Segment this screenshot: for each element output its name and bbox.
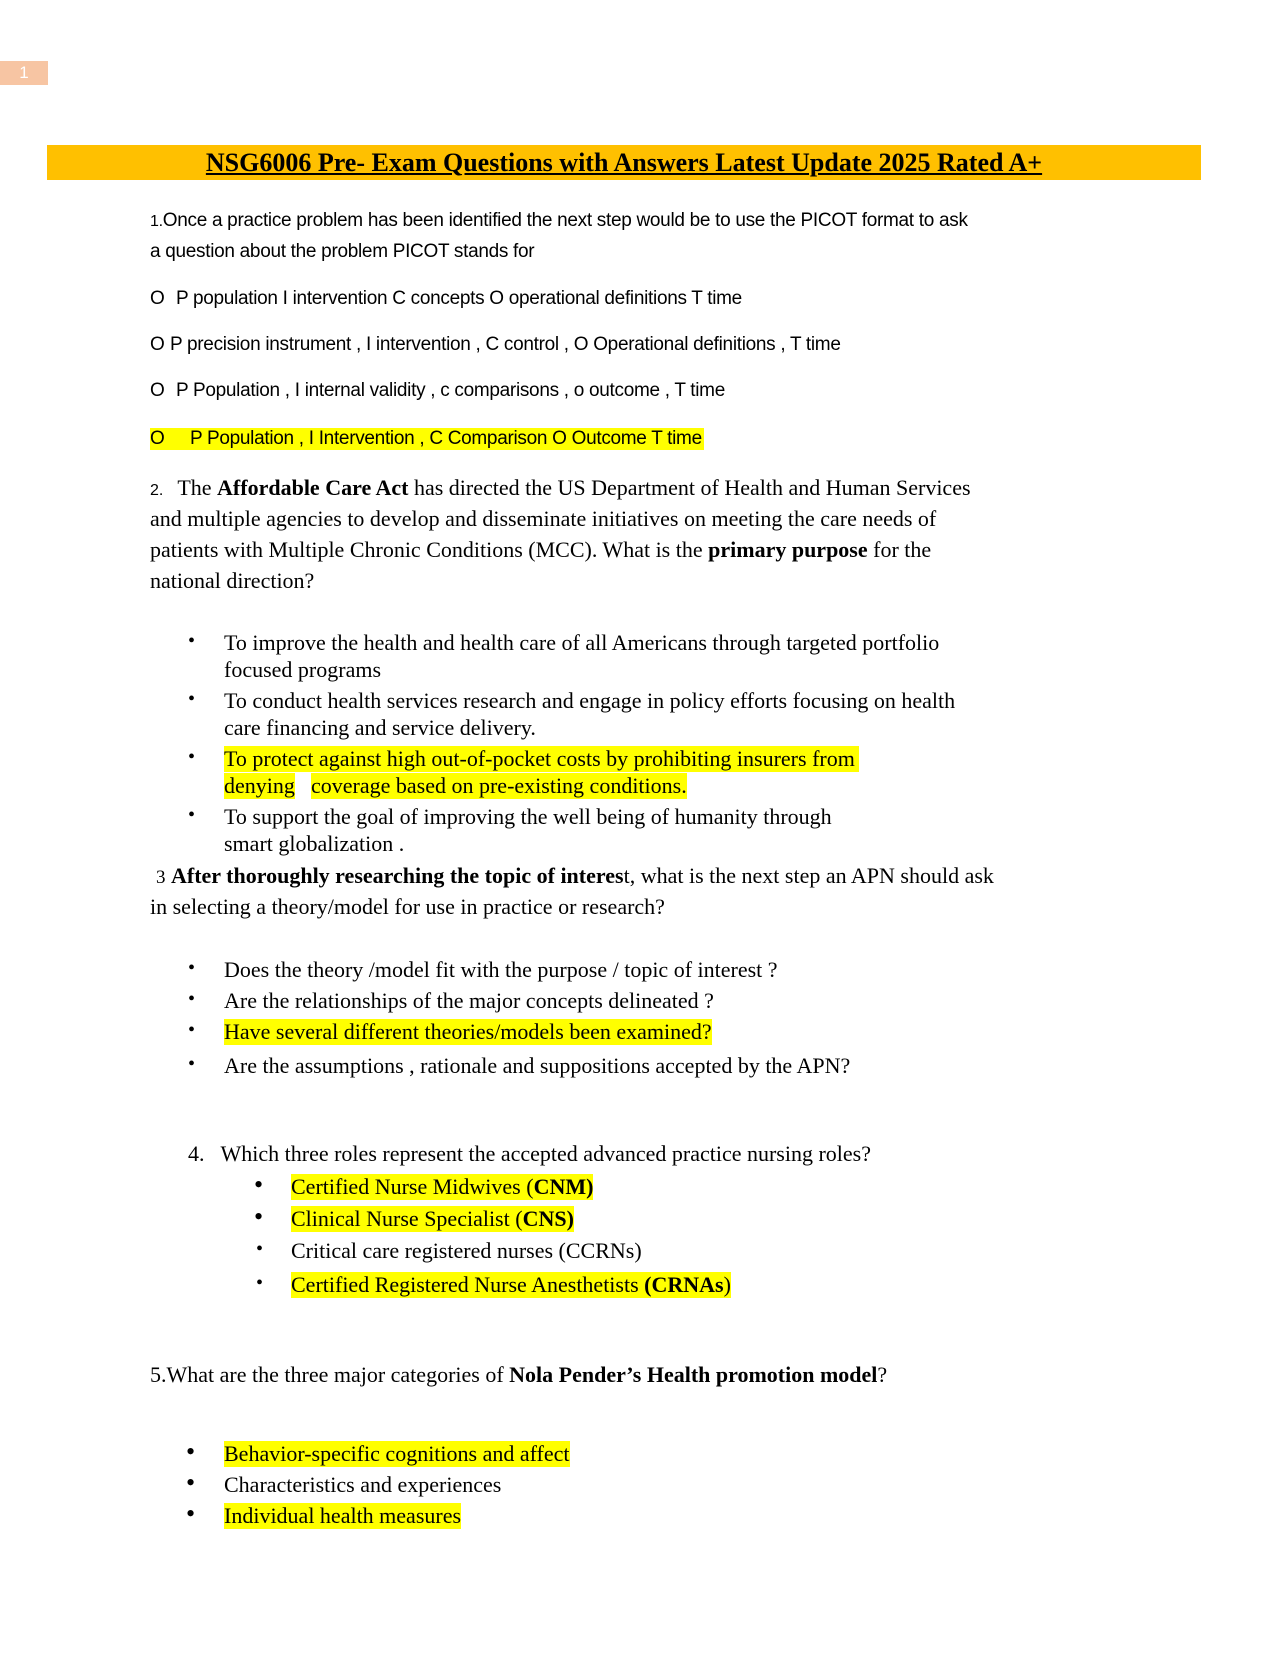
q5-bold-term: Nola Pender’s Health promotion model <box>509 1362 878 1387</box>
bullet-icon: • <box>188 988 196 1010</box>
q2-line2: and multiple agencies to develop and disseminate initiatives on meeting the care needs of <box>150 506 937 531</box>
q3-option-1: Does the theory /model fit with the purpose / topic of interest ? <box>224 957 778 982</box>
q1-line1 <box>150 210 968 232</box>
q2-line1 <box>150 475 971 501</box>
q5-line <box>150 1362 887 1388</box>
option-marker: O <box>150 428 165 449</box>
title-banner <box>47 145 1201 180</box>
bullet-icon: • <box>254 1170 264 1199</box>
q3-line1 <box>150 863 994 889</box>
q3-option-3-correct: Have several different theories/models been examined? <box>224 1019 712 1044</box>
q2-bold-term: Affordable Care Act <box>217 475 409 500</box>
q2-bold-term: primary purpose <box>708 537 868 562</box>
q2-text: The <box>177 475 218 500</box>
q1-text-1: Once a practice problem has been identified the next step would be to use the PICOT format to ask <box>162 210 968 231</box>
bullet-icon: • <box>186 1468 196 1497</box>
bullet-icon: • <box>188 688 196 710</box>
q3-line2: in selecting a theory/model for use in practice or research? <box>150 894 665 919</box>
q2-option-1-line1: To improve the health and health care of all Americans through targeted portfolio <box>224 630 940 655</box>
q2-line4: national direction? <box>150 568 315 593</box>
q3-number: 3 <box>156 867 166 888</box>
option-text: P Population , I internal validity , c comparisons , o outcome , T time <box>176 380 725 401</box>
option-text: P Population , I Intervention , C Comparison O Outcome T time <box>190 428 702 449</box>
bullet-icon: • <box>186 1499 196 1528</box>
bullet-icon: • <box>254 1202 264 1231</box>
bullet-icon: • <box>188 1019 196 1041</box>
q1-option-3 <box>150 380 725 402</box>
q4-text: Which three roles represent the accepted advanced practice nursing roles? <box>220 1141 872 1166</box>
q2-option-1-line2: focused programs <box>224 657 382 682</box>
option-text: P population I intervention C concepts O operational definitions T time <box>176 288 742 309</box>
q3-bold-term: After thoroughly researching the topic of interes <box>171 863 624 888</box>
option-marker: O <box>150 380 165 401</box>
q2-option-4-line2: smart globalization . <box>224 831 405 856</box>
q5-text: ? <box>877 1362 888 1387</box>
q2-text: has directed the US Department of Health and Human Services <box>408 475 971 500</box>
q5-text: What are the three major categories of <box>166 1362 510 1387</box>
q1-line2: a question about the problem PICOT stands for <box>150 241 535 262</box>
bullet-icon: • <box>256 1272 264 1294</box>
q2-option-2-line1: To conduct health services research and engage in policy efforts focusing on health <box>224 688 956 713</box>
q5-option-1-correct: Behavior-specific cognitions and affect <box>224 1441 570 1466</box>
option-marker: O <box>150 288 165 309</box>
q2-option-3-line2b-correct: coverage based on pre-existing conditions. <box>311 773 687 798</box>
q2-option-3-line2a-correct: denying <box>224 773 295 798</box>
q2-number: 2. <box>150 482 164 499</box>
q1-number: 1. <box>150 213 163 230</box>
option-marker: O <box>150 334 165 355</box>
q4-number: 4. <box>188 1141 205 1166</box>
q5-number: 5. <box>150 1362 167 1387</box>
bullet-icon: • <box>188 1053 196 1075</box>
bullet-icon: • <box>188 804 196 826</box>
q4-option-1-correct: Certified Nurse Midwives (CNM) <box>291 1174 594 1199</box>
document-title: NSG6006 Pre- Exam Questions with Answers Latest Update 2025 Rated A+ <box>205 148 1043 177</box>
q4-option-3: Critical care registered nurses (CCRNs) <box>291 1238 642 1263</box>
q5-option-3-correct: Individual health measures <box>224 1503 462 1528</box>
q2-option-2-line2: care financing and service delivery. <box>224 715 536 740</box>
q1-option-2 <box>150 334 841 356</box>
q4-option-2-correct: Clinical Nurse Specialist (CNS) <box>291 1206 574 1231</box>
q1-option-4-correct <box>150 428 704 450</box>
q4-line <box>188 1141 871 1167</box>
bullet-icon: • <box>188 746 196 768</box>
q2-option-4-line1: To support the goal of improving the well being of humanity through <box>224 804 832 829</box>
q4-option-4-correct: Certified Registered Nurse Anesthetists (CRNAs) <box>291 1272 731 1297</box>
q3-text: t, what is the next step an APN should ask <box>623 863 994 888</box>
q3-option-2: Are the relationships of the major concepts delineated ? <box>224 988 714 1013</box>
q3-option-4: Are the assumptions , rationale and suppositions accepted by the APN? <box>224 1053 851 1078</box>
q5-option-2: Characteristics and experiences <box>224 1472 502 1497</box>
q2-option-3-line1-correct: To protect against high out-of-pocket costs by prohibiting insurers from <box>224 746 859 772</box>
q2-line3 <box>150 537 931 563</box>
bullet-icon: • <box>188 957 196 979</box>
bullet-icon: • <box>256 1238 264 1260</box>
q1-option-1 <box>150 288 742 310</box>
bullet-icon: • <box>186 1437 196 1466</box>
page-number: 1 <box>0 61 48 85</box>
q2-text: for the <box>867 537 932 562</box>
bullet-icon: • <box>188 630 196 652</box>
option-text: P precision instrument , I intervention , C control , O Operational definitions , T time <box>170 334 841 355</box>
q2-text: patients with Multiple Chronic Conditions (MCC). What is the <box>150 537 709 562</box>
